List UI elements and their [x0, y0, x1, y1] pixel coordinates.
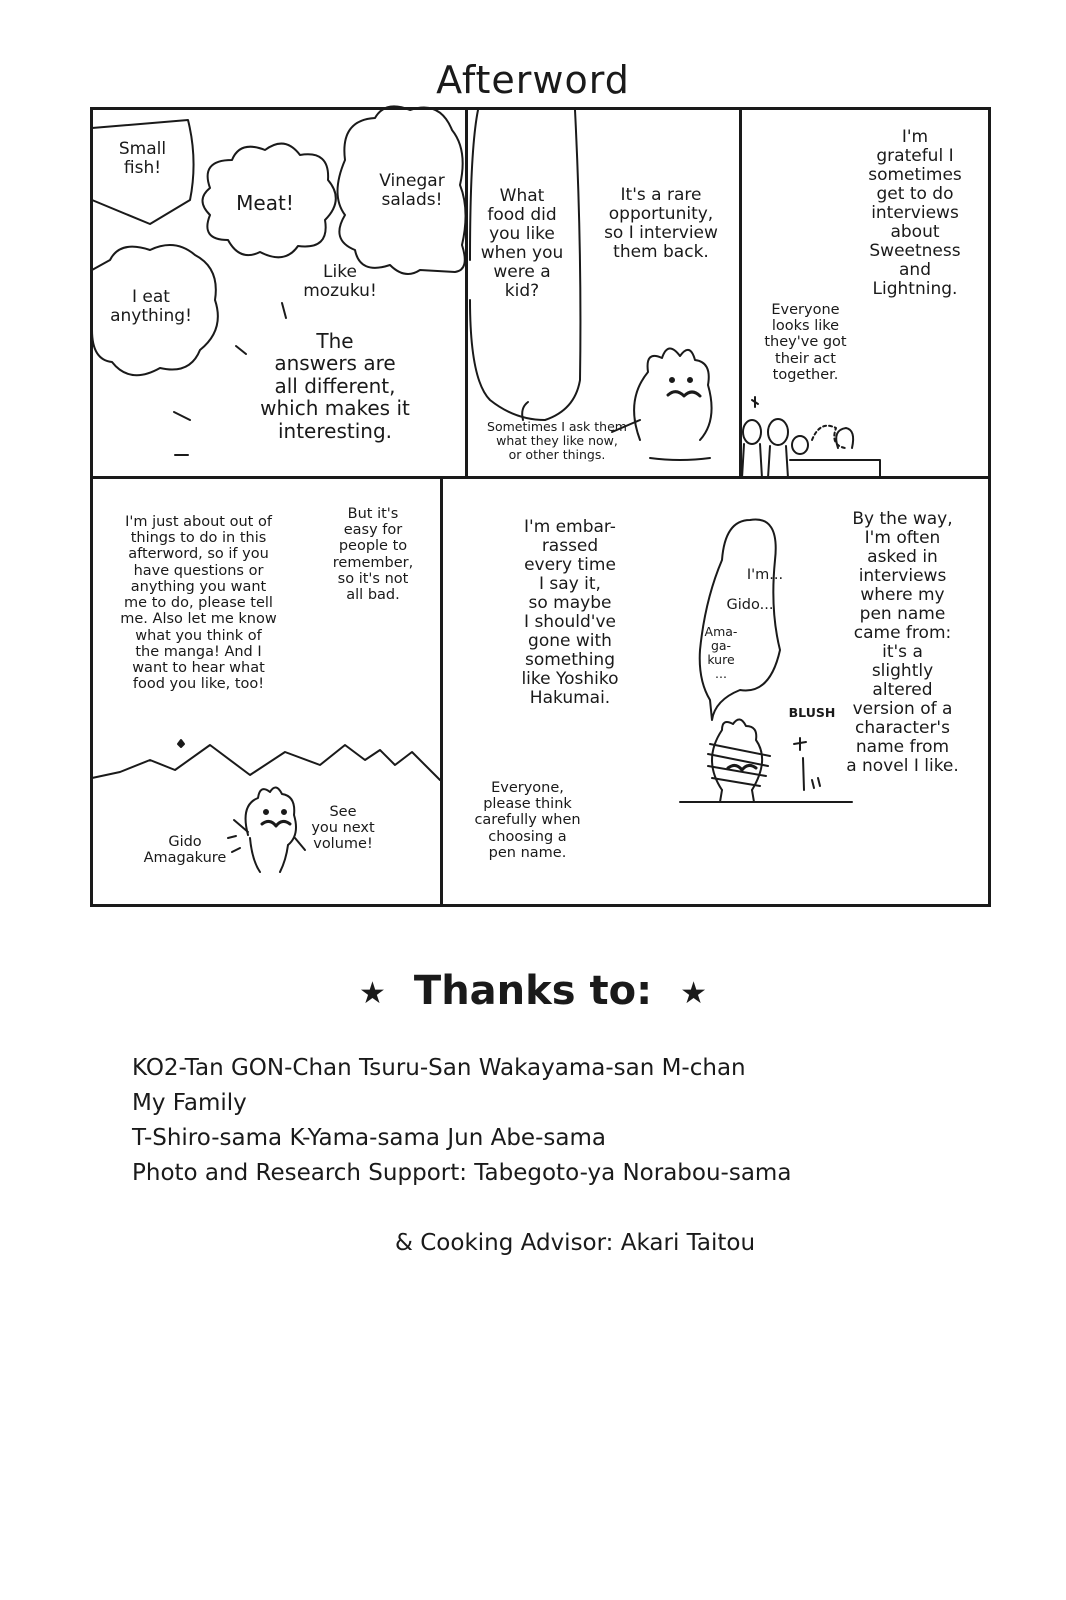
everyone-text: Everyone looks like they've got their act together. — [764, 302, 847, 383]
small-fish-text: Small fish! — [118, 139, 167, 179]
im-text: I'm... — [746, 567, 784, 583]
thanks-line-5: & Cooking Advisor: Akari Taitou — [395, 1230, 756, 1256]
amagakure-text: Ama- ga- kure ... — [704, 624, 738, 681]
star-icon: ★ — [680, 975, 707, 1011]
i-eat-text: I eat anything! — [110, 287, 192, 327]
thanks-line-1: KO2-Tan GON-Chan Tsuru-San Wakayama-san M-chan — [132, 1055, 746, 1081]
thanks-line-4: Photo and Research Support: Tabegoto-ya Norabou-sama — [132, 1160, 792, 1186]
meat-text: Meat! — [236, 191, 294, 215]
blush-text: BLUSH — [788, 705, 836, 720]
like-mozuku-text: Like mozuku! — [303, 262, 377, 302]
thanks-heading — [0, 968, 1066, 1014]
star-icon: ★ — [359, 975, 386, 1011]
pen-name-origin-text: By the way, I'm often asked in interviews where my pen name came from: it's a slightly altered version of a character's name from a novel I like. — [846, 509, 959, 777]
easy-to-remember-text: But it's easy for people to remember, so it's not all bad. — [332, 506, 414, 604]
thanks-line-3: T-Shiro-sama K-Yama-sama Jun Abe-sama — [132, 1125, 606, 1151]
answers-text: The answers are all different, which makes it interesting. — [260, 329, 410, 443]
sometimes-text: Sometimes I ask them what they like now, or other things. — [487, 419, 627, 462]
question-text: What food did you like when you were a kid? — [480, 186, 564, 302]
please-think-text: Everyone, please think carefully when choosing a pen name. — [474, 780, 581, 861]
page-title: Afterword — [436, 58, 630, 102]
author-name-text: Gido Amagakure — [143, 834, 227, 867]
see-you-text: See you next volume! — [311, 804, 375, 853]
embarrassed-text: I'm embar- rassed every time I say it, so maybe I should've gone with something like Yoshiko Hakumai. — [521, 517, 619, 709]
gido-text: Gido... — [726, 597, 774, 613]
thanks-line-2: My Family — [132, 1090, 247, 1116]
rare-opportunity-text: It's a rare opportunity, so I interview them back. — [604, 185, 718, 263]
out-of-things-text: I'm just about out of things to do in this afterword, so if you have questions or anything you want me to do, please tell me. Also let me know what you think of the manga! And I want to hear what food you like, too! — [120, 514, 277, 693]
thanks-heading-text: Thanks to: — [413, 968, 653, 1014]
vinegar-text: Vinegar salads! — [379, 171, 445, 211]
grateful-text: I'm grateful I sometimes get to do interviews about Sweetness and Lightning. — [868, 127, 962, 300]
